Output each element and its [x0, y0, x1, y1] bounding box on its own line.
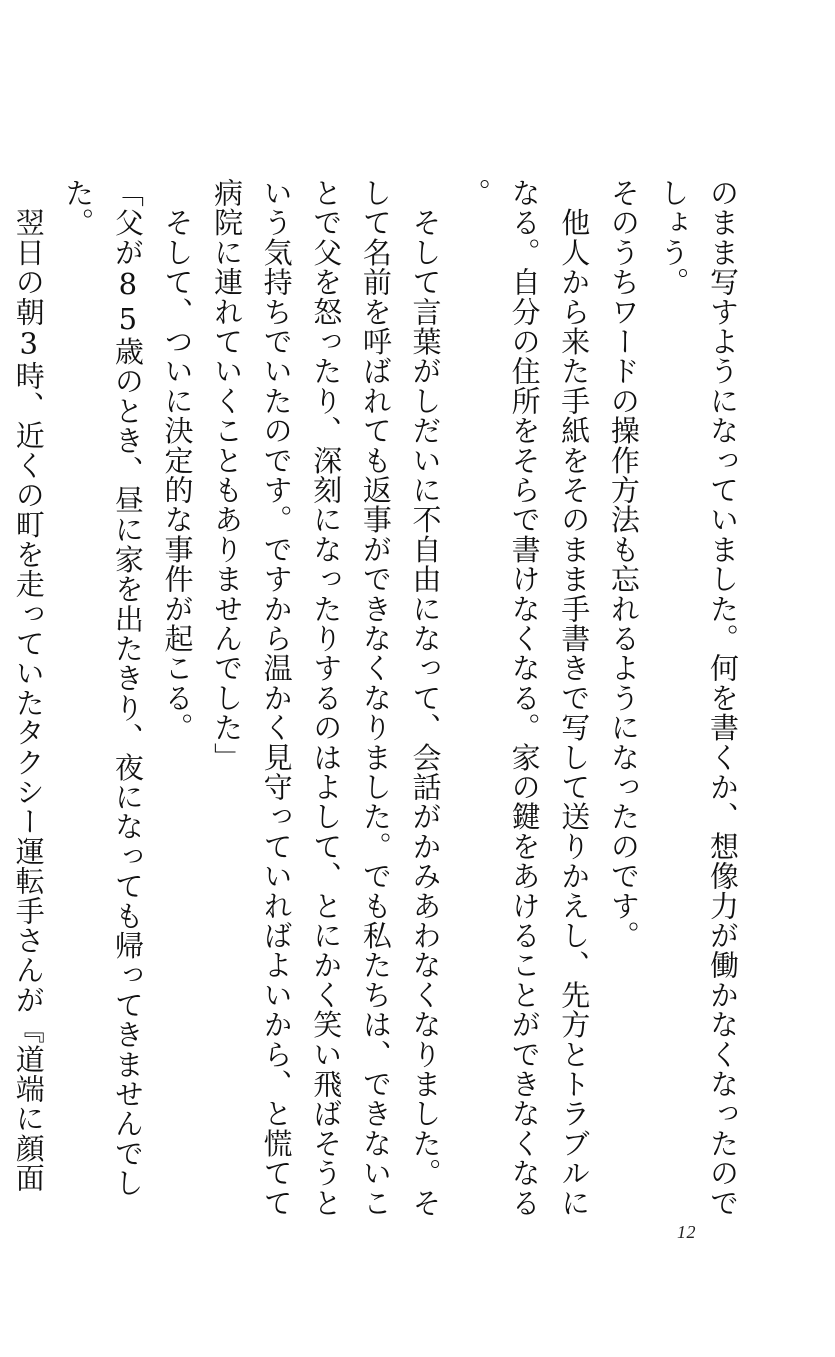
paragraph-2: そのうちワードの操作方法も忘れるようになったのです。	[606, 178, 641, 951]
paragraph-4: そして言葉がしだいに不自由になって、会話がかみあわなくなりました。そして名前を呼ばれても返事ができなくなりました。でも私たちは、できないことで父を怒ったり、深刻になったりするのはよして、とにかく笑い飛ばそうという気持ちでいたのです。ですから温かく見守っていればよいから、と慌てて病院に連れていくこともありませんでした」	[210, 178, 443, 1218]
paragraph-6: 「父が85歳のとき、昼に家を出たきり、夜になっても帰ってきませんでした。	[61, 178, 145, 1198]
paragraph-7: 翌日の朝3時、近くの町を走っていたタクシー運転手さんが『道端に顔面	[11, 207, 46, 1193]
page-number: 12	[677, 1222, 696, 1242]
paragraph-3: 他人から来た手紙をそのまま手書きで写して送りかえし、先方とトラブルになる。自分の住所をそらで書けなくなる。家の鍵をあけることができなくなる。	[458, 178, 592, 1218]
vertical-text-body	[11, 178, 747, 1218]
paragraph-5: そして、ついに決定的な事件が起こる。	[160, 178, 195, 743]
paragraph-1: のまま写すようになっていました。何を書くか、想像力が働かなくなったのでしょう。	[656, 178, 740, 1218]
